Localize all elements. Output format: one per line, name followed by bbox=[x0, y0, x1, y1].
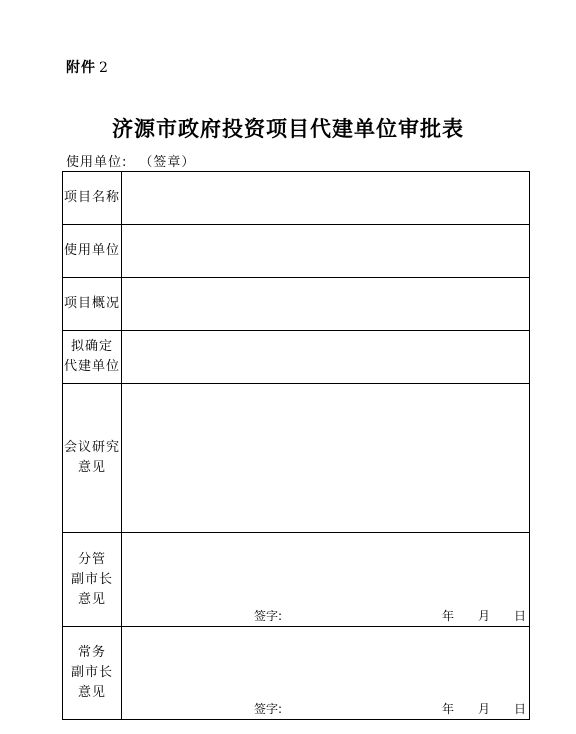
table-row bbox=[63, 331, 530, 384]
label-line: 拟确定 bbox=[70, 339, 113, 354]
applicant-line bbox=[66, 151, 195, 170]
label-line: 副市长 bbox=[70, 665, 113, 680]
label-line: 使用单位 bbox=[63, 243, 120, 258]
label-line: 意见 bbox=[77, 591, 106, 607]
proposed-agent-field[interactable] bbox=[122, 331, 530, 384]
executive-deputy-mayor-opinion-field[interactable] bbox=[122, 627, 530, 720]
approval-table bbox=[62, 171, 530, 720]
attachment-number: 2 bbox=[99, 60, 109, 76]
row-label-meeting-opinion bbox=[63, 384, 122, 533]
table-row bbox=[63, 533, 530, 627]
signature-row bbox=[122, 699, 529, 717]
date-day: 日 bbox=[514, 702, 527, 716]
signature-label: 签字: bbox=[254, 609, 283, 623]
label-line: 意见 bbox=[77, 685, 106, 700]
date-month: 月 bbox=[478, 609, 491, 623]
table-row bbox=[63, 225, 530, 278]
user-unit-field[interactable] bbox=[122, 225, 530, 278]
label-line: 常务 bbox=[77, 645, 106, 660]
date-year: 年 bbox=[442, 702, 455, 716]
signature-row bbox=[122, 606, 529, 624]
table-row bbox=[63, 278, 530, 331]
form-title: 济源市政府投资项目代建单位审批表 bbox=[112, 116, 464, 141]
date-month: 月 bbox=[478, 702, 491, 716]
table-row bbox=[63, 627, 530, 720]
project-name-field[interactable] bbox=[122, 172, 530, 225]
label-line: 分管 bbox=[77, 551, 106, 567]
attachment-text: 附件 bbox=[66, 60, 96, 76]
deputy-mayor-opinion-field[interactable] bbox=[122, 533, 530, 627]
label-line: 项目名称 bbox=[63, 190, 120, 205]
row-label-proposed-agent bbox=[63, 331, 122, 384]
row-label-project-overview bbox=[63, 278, 122, 331]
table-row bbox=[63, 384, 530, 533]
label-line: 项目概况 bbox=[63, 296, 120, 311]
label-line: 副市长 bbox=[70, 571, 113, 587]
row-label-deputy-mayor-opinion bbox=[63, 533, 122, 627]
table-row bbox=[63, 172, 530, 225]
row-label-user-unit bbox=[63, 225, 122, 278]
applicant-stamp: （签章） bbox=[139, 155, 196, 170]
label-line: 代建单位 bbox=[63, 359, 120, 374]
attachment-label bbox=[66, 57, 109, 77]
applicant-label: 使用单位: bbox=[66, 155, 128, 170]
label-line: 意见 bbox=[77, 460, 106, 475]
date-day: 日 bbox=[514, 609, 527, 623]
meeting-opinion-field[interactable] bbox=[122, 384, 530, 533]
row-label-executive-deputy-mayor-opinion bbox=[63, 627, 122, 720]
label-line: 会议研究 bbox=[63, 440, 120, 455]
row-label-project-name bbox=[63, 172, 122, 225]
signature-label: 签字: bbox=[254, 702, 283, 716]
date-year: 年 bbox=[442, 609, 455, 623]
project-overview-field[interactable] bbox=[122, 278, 530, 331]
